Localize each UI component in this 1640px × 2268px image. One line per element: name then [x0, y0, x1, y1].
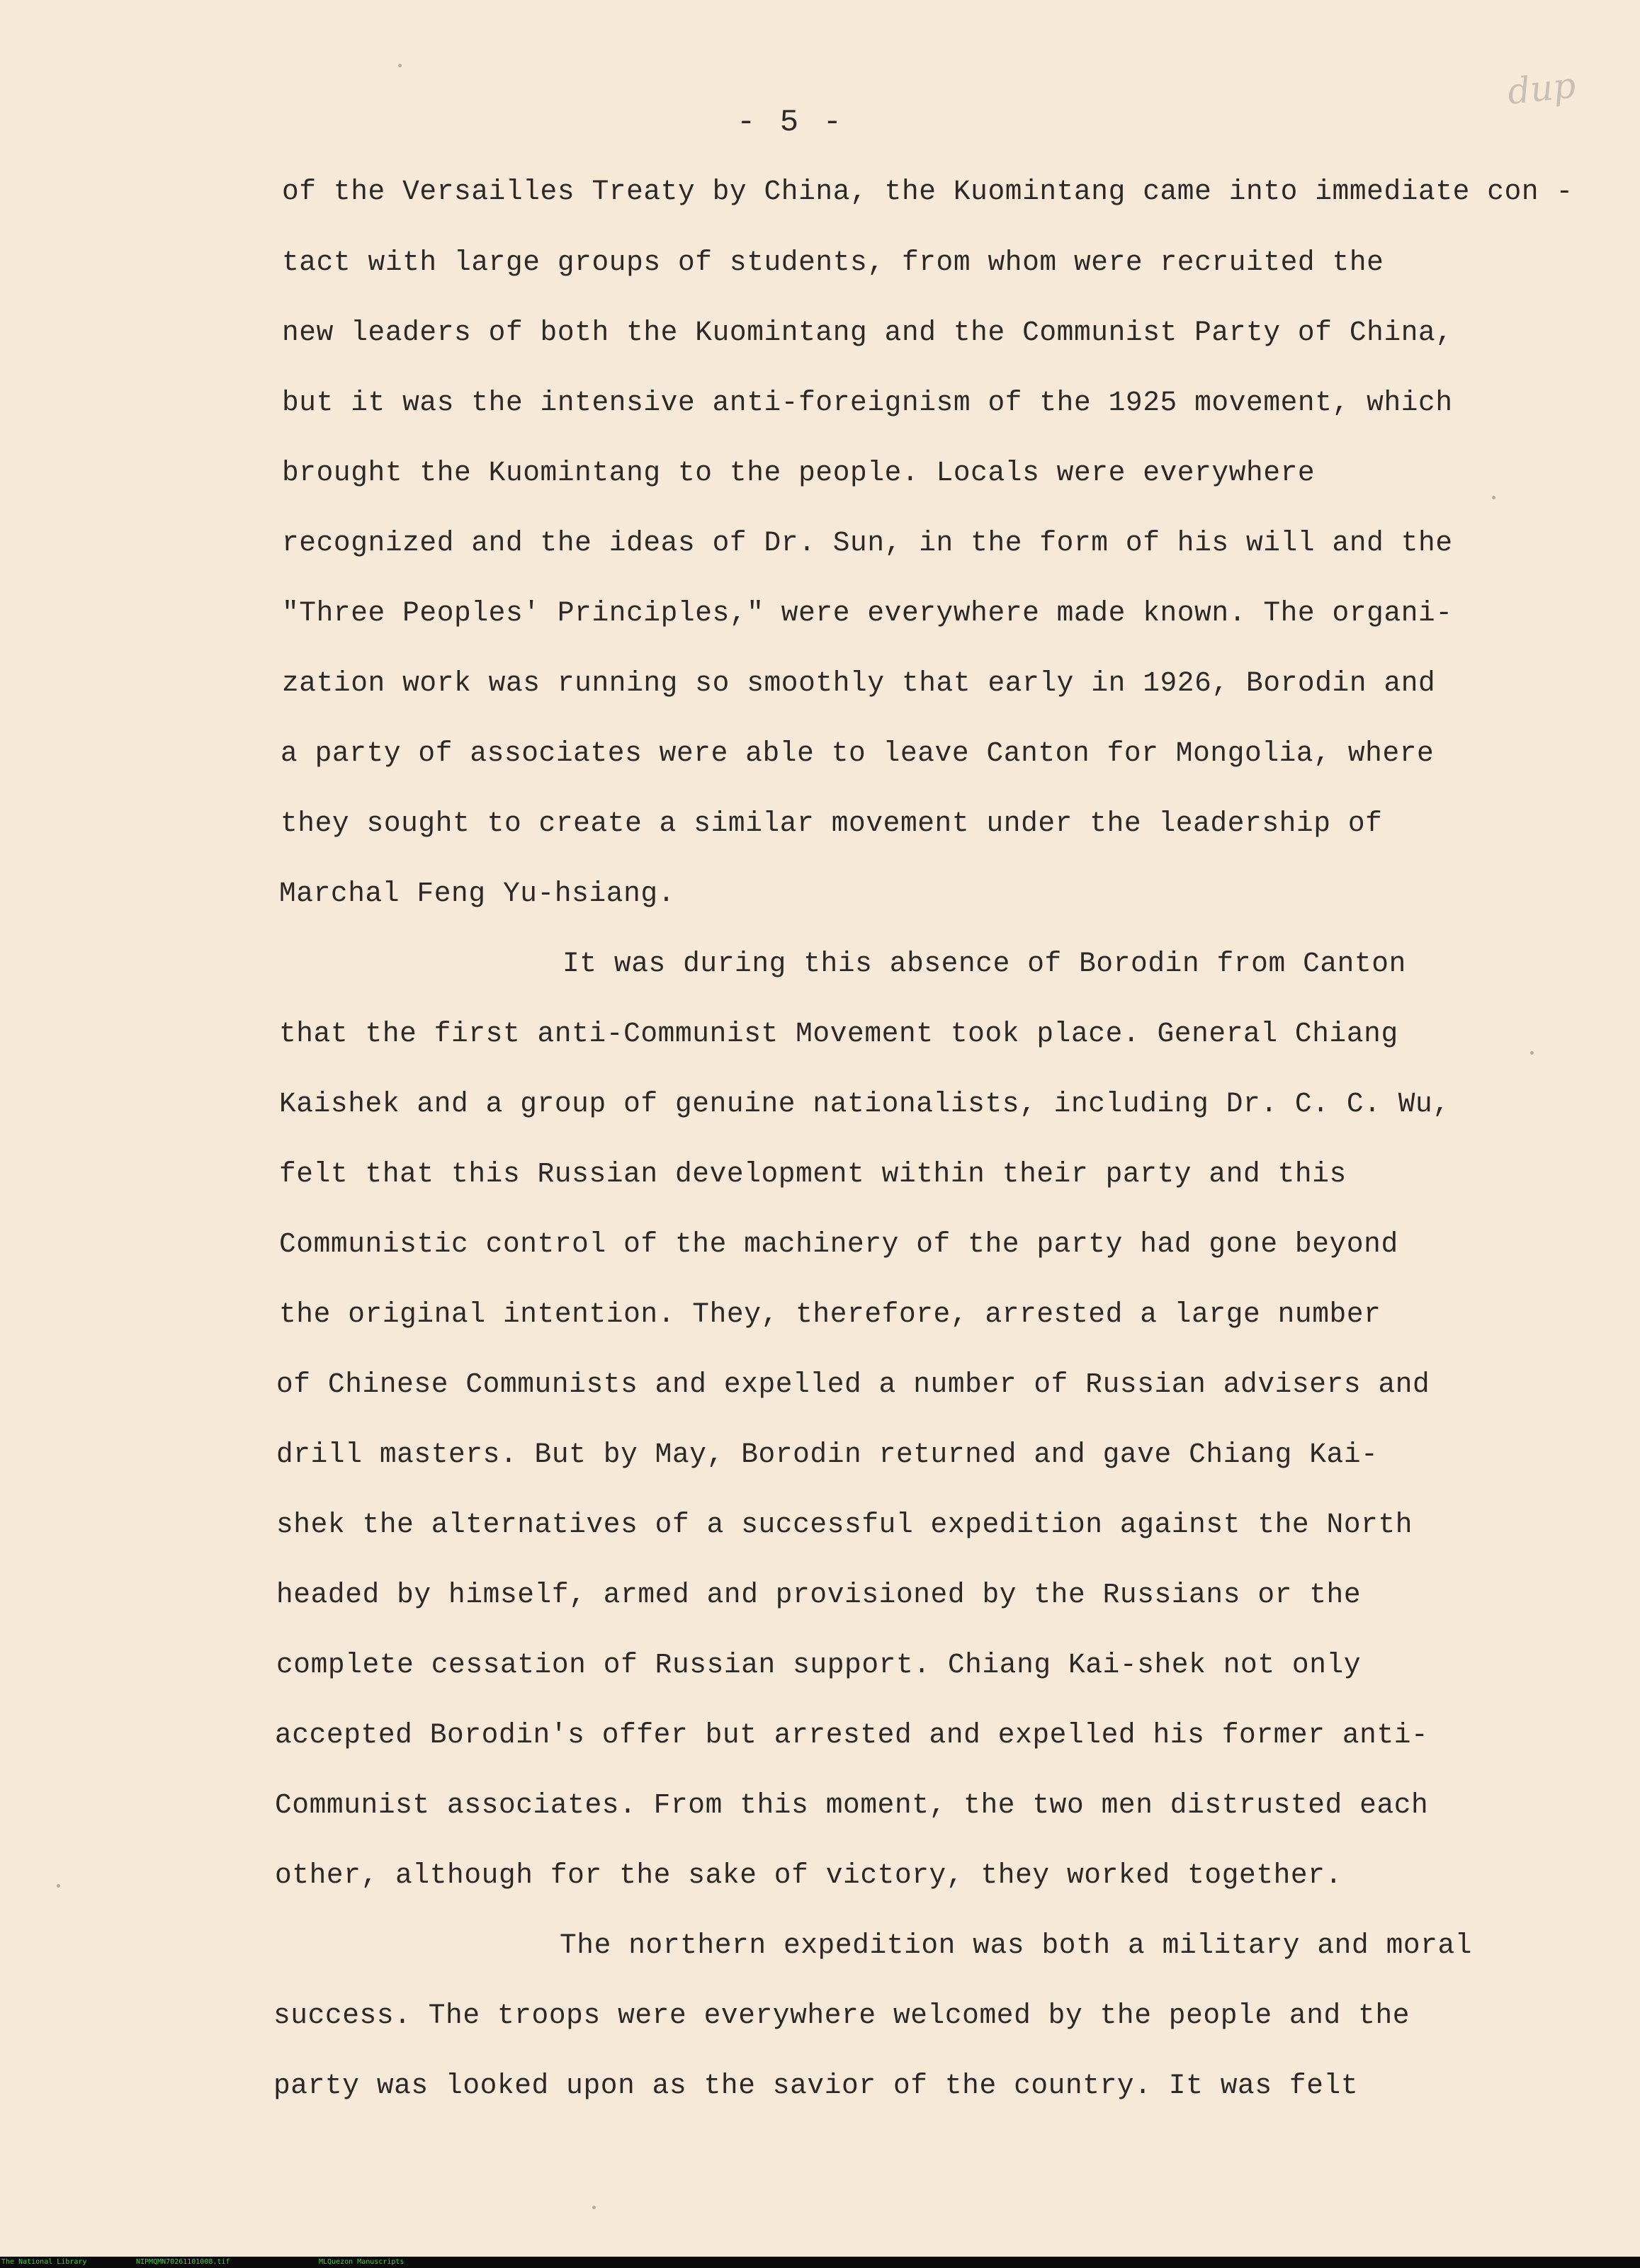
- page-number: - 5 -: [737, 105, 845, 140]
- text-line: drill masters. But by May, Borodin returned and gave Chiang Kai-: [276, 1439, 1379, 1470]
- paper-speck: [1530, 1051, 1534, 1055]
- text-line: zation work was running so smoothly that early in 1926, Borodin and: [282, 667, 1436, 699]
- text-line: complete cessation of Russian support. Chiang Kai-shek not only: [276, 1649, 1362, 1681]
- text-line: but it was the intensive anti-foreignism of the 1925 movement, which: [282, 387, 1453, 419]
- text-line: It was during this absence of Borodin from Canton: [562, 948, 1406, 980]
- text-line: Kaishek and a group of genuine nationalists, including Dr. C. C. Wu,: [279, 1088, 1450, 1120]
- text-line: accepted Borodin's offer but arrested and expelled his former anti-: [275, 1719, 1429, 1751]
- footer-file: NIPMQMN70261101008.tif: [136, 2258, 230, 2266]
- text-line: The northern expedition was both a military and moral: [560, 1929, 1473, 1961]
- text-line: of the Versailles Treaty by China, the Kuomintang came into immediate con -: [282, 176, 1573, 208]
- text-line: headed by himself, armed and provisioned by the Russians or the: [276, 1579, 1362, 1611]
- footer-library: The National Library: [1, 2258, 87, 2266]
- text-line: new leaders of both the Kuomintang and the Communist Party of China,: [282, 317, 1453, 348]
- text-line: felt that this Russian development within their party and this: [279, 1158, 1347, 1190]
- text-line: Communistic control of the machinery of the party had gone beyond: [279, 1228, 1398, 1260]
- text-line: recognized and the ideas of Dr. Sun, in the form of his will and the: [282, 527, 1453, 559]
- text-line: they sought to create a similar movement under the leadership of: [281, 807, 1383, 839]
- text-line: the original intention. They, therefore, arrested a large number: [279, 1298, 1381, 1330]
- text-line: shek the alternatives of a successful expedition against the North: [276, 1509, 1413, 1541]
- text-line: Marchal Feng Yu-hsiang.: [279, 878, 675, 909]
- text-line: success. The troops were everywhere welcomed by the people and the: [273, 2000, 1410, 2031]
- text-line: other, although for the sake of victory, they worked together.: [275, 1859, 1342, 1891]
- text-line: "Three Peoples' Principles," were everywhere made known. The organi-: [282, 597, 1453, 629]
- text-line: that the first anti-Communist Movement took place. General Chiang: [279, 1018, 1398, 1050]
- text-line: a party of associates were able to leave Canton for Mongolia, where: [281, 737, 1435, 769]
- paper-speck: [398, 64, 402, 67]
- text-line: party was looked upon as the savior of the country. It was felt: [273, 2070, 1359, 2102]
- footer-collection: MLQuezon Manuscripts: [319, 2258, 405, 2266]
- text-line: tact with large groups of students, from whom were recruited the: [282, 246, 1384, 278]
- text-line: of Chinese Communists and expelled a number of Russian advisers and: [276, 1368, 1430, 1400]
- text-line: Communist associates. From this moment, the two men distrusted each: [275, 1789, 1429, 1821]
- margin-note: dup: [1505, 64, 1578, 113]
- text-line: brought the Kuomintang to the people. Locals were everywhere: [282, 457, 1316, 489]
- paper-speck: [1492, 496, 1495, 499]
- paper-speck: [57, 1884, 60, 1888]
- scan-footer: [0, 2257, 1640, 2268]
- paper-speck: [592, 2206, 596, 2209]
